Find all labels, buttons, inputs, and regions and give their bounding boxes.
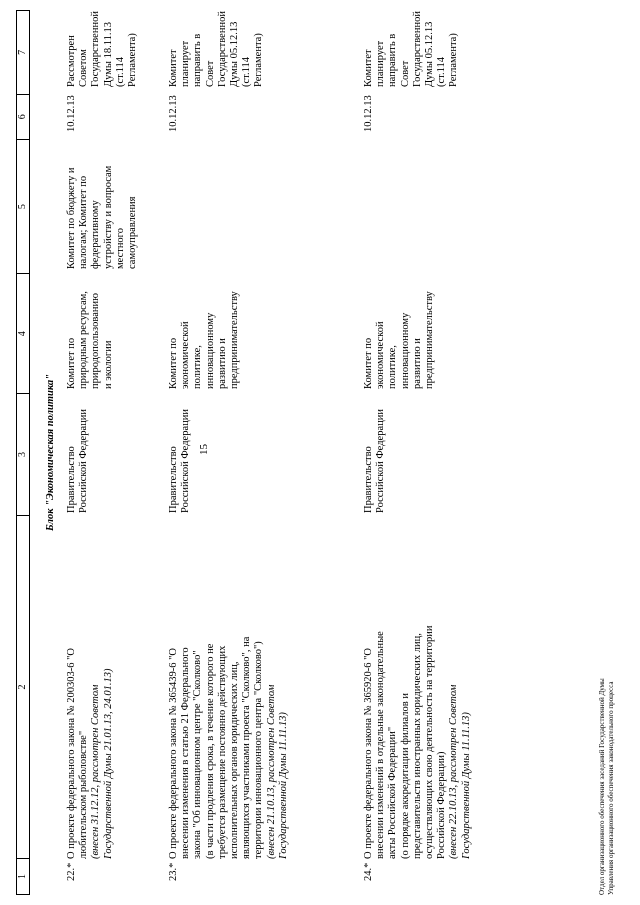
bill-description bbox=[363, 624, 473, 859]
footer-line: Управления организационного обеспечения законодательного процесса bbox=[607, 681, 615, 895]
footer bbox=[598, 678, 616, 895]
column-header: 4 bbox=[17, 273, 29, 393]
bill-note: (внесен 21.10.13, рассмотрен Советом Государственной Думы 11.11.13) bbox=[265, 684, 289, 859]
block-title: Блок "Экономическая политика" bbox=[45, 373, 56, 532]
responsible-committee: Комитет по экономической политике, инновационному развитию и предпринимательству bbox=[168, 291, 241, 389]
column-header: 6 bbox=[17, 94, 29, 139]
column-header: 7 bbox=[17, 49, 28, 55]
bill-body: (о порядке аккредитации филиалов и представительств иностранных юридических лиц, осуществляющих свою деятельность на территории Российской Федерации) bbox=[399, 625, 448, 859]
column-header: 2 bbox=[17, 515, 29, 858]
status: Комитет планирует направить в Совет Государственной Думы 05.12.13 (ст.114 Регламента) bbox=[363, 11, 460, 87]
responsible-committee: Комитет по экономической политике, инновационному развитию и предпринимательству bbox=[363, 291, 436, 389]
footer-line: Отдел организационного обеспечения заседаний Государственной Думы bbox=[598, 678, 606, 895]
responsible-committee: Комитет по природным ресурсам, природопользованию и экологии bbox=[66, 291, 114, 389]
initiator: Правительство Российской Федерации bbox=[168, 409, 192, 513]
rotated-table-area bbox=[8, 10, 628, 895]
row-number: 23.* bbox=[168, 862, 179, 881]
bill-title: О проекте федерального закона № 365920-6 "О внесении изменений в отдельные законодательные акты Российской Федерации" bbox=[363, 631, 399, 859]
initiator: Правительство Российской Федерации bbox=[363, 409, 387, 513]
bill-note: (внесен 31.12.12, рассмотрен Советом Государственной Думы 21.01.13, 24.01.13) bbox=[90, 668, 114, 859]
bill-note: (внесен 22.10.13, рассмотрен Советом Государственной Думы 11.11.13) bbox=[448, 684, 472, 859]
status: Рассмотрен Советом Государственной Думы 18.11.13 (ст.114 Регламента) bbox=[66, 11, 139, 87]
page-number: 15 bbox=[198, 444, 210, 455]
column-header: 1 bbox=[17, 858, 29, 894]
column-header-row bbox=[16, 10, 30, 895]
column-header: 3 bbox=[17, 393, 29, 515]
initiator: Правительство Российской Федерации bbox=[66, 409, 90, 513]
date: 10.12.13 bbox=[168, 95, 179, 132]
row-number: 22.* bbox=[66, 862, 77, 881]
bill-title: О проекте федерального закона № 200303-6 "О любительском рыболовстве" bbox=[66, 647, 90, 859]
row-number: 24.* bbox=[363, 862, 374, 881]
date: 10.12.13 bbox=[66, 95, 77, 132]
bill-body: (в части продления срока, в течение которого не требуется размещение постоянно действующих исполнительных органов юридических лиц, являющихся участниками проекта "Сколково", на территории инновационного центра "Сколково") bbox=[204, 636, 265, 859]
bill-title: О проекте федерального закона № 365439-6 "О внесении изменения в статью 21 Федерального закона "Об инновационном центре "Сколково" bbox=[168, 647, 204, 859]
status: Комитет планирует направить в Совет Государственной Думы 05.12.13 (ст.114 Регламента) bbox=[168, 11, 265, 87]
bill-description bbox=[168, 624, 290, 859]
co-executors: Комитет по бюджету и налогам; Комитет по федеративному устройству и вопросам местного самоуправления bbox=[66, 165, 139, 269]
column-header: 5 bbox=[17, 139, 29, 274]
date: 10.12.13 bbox=[363, 95, 374, 132]
bill-description bbox=[66, 624, 115, 859]
